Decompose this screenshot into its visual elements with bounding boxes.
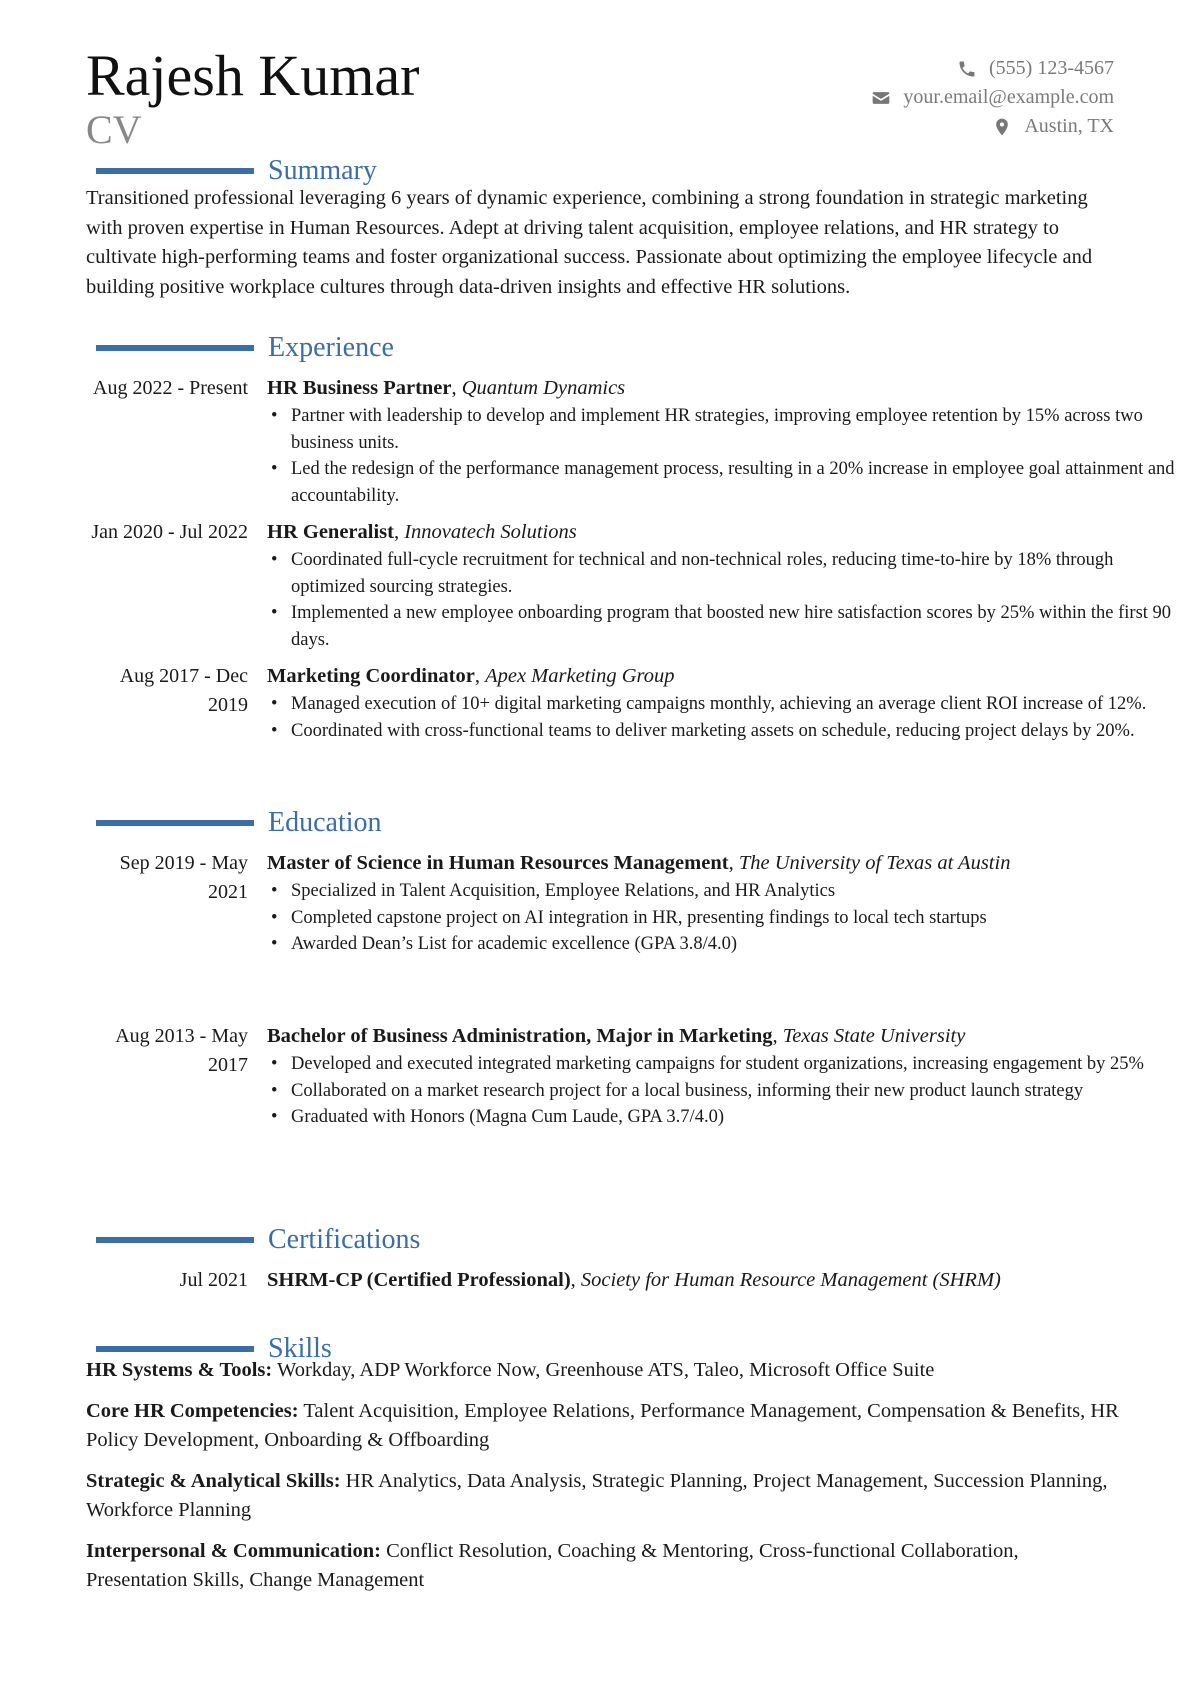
section-rule (96, 1346, 254, 1352)
skill-label: HR Systems & Tools: (86, 1359, 273, 1381)
section-rule (96, 345, 254, 351)
entry-body (267, 849, 1190, 958)
phone-number[interactable]: (555) 123-4567 (989, 57, 1114, 79)
list-item: • Coordinated full-cycle recruitment for technical and non-technical roles, reducing time-to-hire by 18% through optimized sourcing strategies. (267, 547, 1190, 600)
candidate-name: Rajesh Kumar (86, 43, 420, 108)
section-certifications-heading (96, 1222, 420, 1258)
list-item: • Led the redesign of the performance management process, resulting in a 20% increase in employee goal attainment and accountability. (267, 456, 1190, 509)
entry-heading: Bachelor of Business Administration, Major in Marketing, Texas State University (267, 1025, 966, 1047)
section-experience-heading (96, 330, 394, 366)
list-item: • Managed execution of 10+ digital marketing campaigns monthly, achieving an average client ROI increase of 12%. (267, 691, 1190, 718)
section-education-heading (96, 805, 382, 841)
section-rule (96, 168, 254, 174)
entry-organization: Innovatech Solutions (404, 521, 577, 543)
contact-email (871, 83, 1114, 112)
entry-organization: Society for Human Resource Management (SHRM) (580, 1269, 1001, 1291)
entry-date: Aug 2022 - Present (93, 377, 248, 399)
entry-role: Master of Science in Human Resources Management (267, 852, 729, 874)
entry-body (267, 1022, 1190, 1131)
list-item: • Partner with leadership to develop and implement HR strategies, improving employee retention by 15% across two business units. (267, 403, 1190, 456)
entry-organization: Texas State University (782, 1025, 966, 1047)
section-rule (96, 1237, 254, 1243)
skill-value: HR Analytics, Data Analysis, Strategic Planning, Project Management, Succession Planning, Workforce Planning (86, 1470, 1108, 1521)
skill-value: Workday, ADP Workforce Now, Greenhouse ATS, Taleo, Microsoft Office Suite (277, 1359, 935, 1381)
envelope-icon (871, 88, 891, 108)
entry-bullets (267, 547, 1190, 653)
entry-role: Marketing Coordinator (267, 665, 475, 687)
entry-role: SHRM-CP (Certified Professional) (267, 1269, 571, 1291)
list-item: • Implemented a new employee onboarding program that boosted new hire satisfaction scores by 25% within the first 90 days. (267, 600, 1190, 653)
location-text: Austin, TX (1024, 115, 1114, 137)
skill-group (86, 1467, 1121, 1525)
section-title: Education (268, 807, 382, 838)
entry-organization: The University of Texas at Austin (738, 852, 1011, 874)
skill-label: Strategic & Analytical Skills: (86, 1470, 341, 1492)
list-item: • Developed and executed integrated marketing campaigns for student organizations, increasing engagement by 25% (267, 1051, 1190, 1078)
skill-label: Interpersonal & Communication: (86, 1540, 381, 1562)
section-rule (96, 820, 254, 826)
entry-bullets (267, 1051, 1190, 1131)
entry-heading: HR Business Partner, Quantum Dynamics (267, 377, 626, 399)
entry-bullets (267, 691, 1190, 744)
contact-info (871, 54, 1114, 141)
list-item: • Awarded Dean’s List for academic excellence (GPA 3.8/4.0) (267, 931, 1190, 958)
entry-organization: Quantum Dynamics (461, 377, 626, 399)
entry-heading: Marketing Coordinator, Apex Marketing Group (267, 665, 675, 687)
document-subtitle: CV (86, 107, 142, 152)
entry-organization: Apex Marketing Group (485, 665, 675, 687)
contact-location (871, 112, 1114, 141)
entry-date: Aug 2017 - Dec 2019 (119, 665, 248, 716)
section-title: Skills (268, 1333, 332, 1364)
entry-date: Sep 2019 - May 2021 (119, 852, 248, 903)
entry-role: HR Business Partner (267, 377, 452, 399)
summary-text: Transitioned professional leveraging 6 years of dynamic experience, combining a strong foundation in strategic marketing with proven expertise in Human Resources. Adept at driving talent acquisition, employee relations, and HR strategy to cultivate high-performing teams and foster organizational success. Passionate about optimizing the employee lifecycle and building positive workplace cultures through data-driven insights and effective HR solutions. (86, 187, 1093, 298)
entry-role: HR Generalist (267, 521, 394, 543)
section-title: Summary (268, 155, 377, 186)
list-item: • Collaborated on a market research project for a local business, informing their new product launch strategy (267, 1078, 1190, 1105)
skill-value: Conflict Resolution, Coaching & Mentoring, Cross-functional Collaboration, Presentation Skills, Change Management (86, 1540, 1019, 1591)
entry-role: Bachelor of Business Administration, Major in Marketing (267, 1025, 773, 1047)
entry-heading: HR Generalist, Innovatech Solutions (267, 521, 577, 543)
skill-group (86, 1537, 1121, 1595)
list-item: • Graduated with Honors (Magna Cum Laude, GPA 3.7/4.0) (267, 1104, 1190, 1131)
skills-list (86, 1356, 1121, 1607)
section-title: Experience (268, 332, 394, 363)
list-item: • Specialized in Talent Acquisition, Employee Relations, and HR Analytics (267, 878, 1190, 905)
skill-value: Talent Acquisition, Employee Relations, Performance Management, Compensation & Benefits, HR Policy Development, Onboarding & Offboarding (86, 1400, 1119, 1451)
entry-bullets (267, 878, 1190, 958)
section-title: Certifications (268, 1224, 421, 1255)
entry-body (267, 1266, 1190, 1295)
entry-body (267, 518, 1190, 653)
entry-body (267, 374, 1190, 509)
skill-group (86, 1397, 1121, 1455)
entry-date: Jan 2020 - Jul 2022 (91, 521, 248, 543)
list-item: • Completed capstone project on AI integration in HR, presenting findings to local tech startups (267, 905, 1190, 932)
entry-date: Aug 2013 - May 2017 (115, 1025, 248, 1076)
entry-date: Jul 2021 (179, 1269, 248, 1291)
map-pin-icon (992, 117, 1012, 137)
email-address[interactable]: your.email@example.com (903, 86, 1114, 108)
skill-label: Core HR Competencies: (86, 1400, 299, 1422)
entry-body (267, 662, 1190, 744)
entry-bullets (267, 403, 1190, 509)
phone-icon (957, 59, 977, 79)
entry-heading: Master of Science in Human Resources Management, The University of Texas at Austin (267, 852, 1011, 874)
contact-phone (871, 54, 1114, 83)
entry-heading: SHRM-CP (Certified Professional), Society for Human Resource Management (SHRM) (267, 1269, 1001, 1291)
list-item: • Coordinated with cross-functional teams to deliver marketing assets on schedule, reducing project delays by 20%. (267, 718, 1190, 745)
skill-group (86, 1356, 1121, 1385)
